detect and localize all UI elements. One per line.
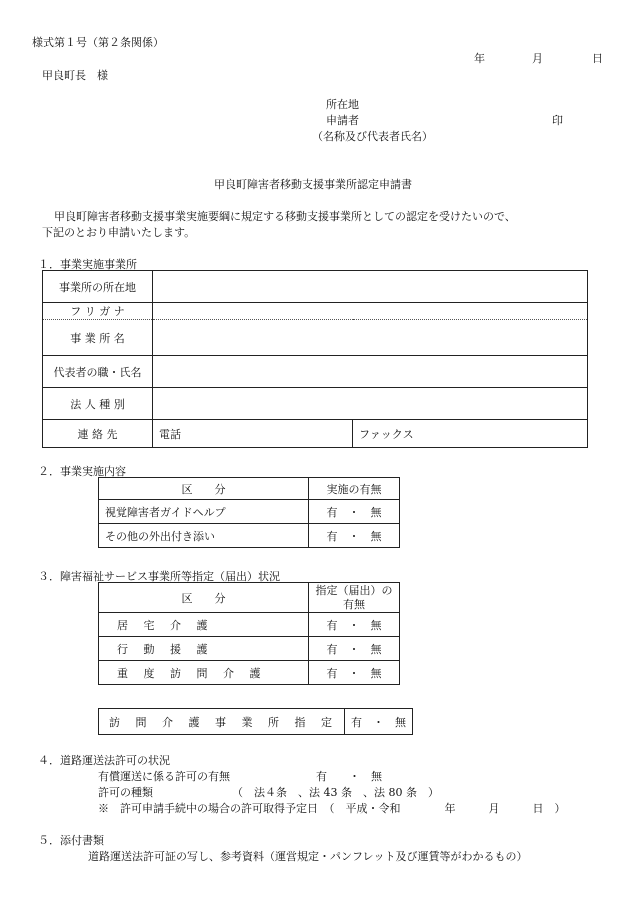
table-row	[43, 271, 588, 303]
representative-field[interactable]	[153, 356, 588, 388]
yes-no-choice[interactable]: 有 ・ 無	[344, 709, 412, 735]
row-label: 連 絡 先	[43, 420, 153, 448]
row-label: 視覚障害者ガイドヘルプ	[99, 500, 309, 524]
license-type-choice[interactable]: （ 法４条 、法 43 条 、法 80 条 ）	[232, 786, 439, 799]
row-label: 重 度 訪 問 介 護	[99, 661, 309, 685]
table-row	[43, 420, 588, 448]
yes-no-choice[interactable]: 有 ・ 無	[309, 661, 400, 685]
license-type-label: 許可の種類	[98, 786, 153, 799]
column-header	[309, 583, 400, 613]
yes-no-choice[interactable]: 有 ・ 無	[309, 524, 400, 548]
address-field[interactable]	[153, 271, 588, 303]
column-header-line-2: 有無	[343, 597, 365, 611]
table-row	[43, 388, 588, 420]
phone-field[interactable]: 電話	[153, 420, 353, 448]
table-row	[99, 709, 413, 735]
applicant-note: （名称及び代表者氏名）	[312, 130, 433, 143]
license-status-choice[interactable]: 有 ・ 無	[316, 770, 382, 783]
form-number: 様式第１号（第２条関係）	[32, 36, 164, 49]
row-label: 事 業 所 名	[43, 320, 153, 356]
column-header-line-1: 指定（届出）の	[315, 583, 393, 597]
intro-line-2: 下記のとおり申請いたします。	[42, 226, 196, 239]
applicant-name-label: 申請者	[326, 114, 359, 127]
business-name-field[interactable]	[153, 320, 588, 356]
yes-no-choice[interactable]: 有 ・ 無	[309, 500, 400, 524]
row-label: 代表者の職・氏名	[43, 356, 153, 388]
table-row	[99, 524, 400, 548]
table-row	[99, 661, 400, 685]
yes-no-choice[interactable]: 有 ・ 無	[309, 637, 400, 661]
date-month-label: 月	[532, 52, 543, 65]
row-label: 法 人 種 別	[43, 388, 153, 420]
seal-mark: 印	[552, 114, 563, 127]
table-row	[99, 500, 400, 524]
column-header: 実施の有無	[309, 478, 400, 500]
section2-heading: ２．事業実施内容	[38, 465, 126, 478]
column-header: 区 分	[99, 583, 309, 613]
license-status-label: 有償運送に係る許可の有無	[98, 770, 230, 783]
document-title: 甲良町障害者移動支援事業所認定申請書	[214, 178, 412, 191]
section5-heading: ５．添付書類	[38, 834, 104, 847]
applicant-address-label: 所在地	[326, 98, 359, 111]
expected-date-note: ※ 許可申請手続中の場合の許可取得予定日 （ 平成・令和 年 月 日 ）	[98, 802, 566, 815]
table-row	[99, 637, 400, 661]
table-row	[43, 320, 588, 356]
row-label: 訪 問 介 護 事 業 所 指 定	[99, 709, 345, 735]
row-label: 行 動 援 護	[99, 637, 309, 661]
row-label: フ リ ガ ナ	[43, 303, 153, 320]
column-header: 区 分	[99, 478, 309, 500]
table-row	[43, 356, 588, 388]
addressee: 甲良町長 様	[42, 69, 108, 82]
section1-heading: １．事業実施事業所	[38, 258, 137, 271]
furigana-field[interactable]	[153, 303, 588, 320]
attachments-text: 道路運送法許可証の写し、参考資料（運営規定・パンフレット及び運賃等がわかるもの）	[88, 850, 528, 863]
section1-table	[42, 270, 588, 448]
section4-heading: ４．道路運送法許可の状況	[38, 754, 170, 767]
home-care-designation-table	[98, 708, 413, 735]
table-row	[99, 613, 400, 637]
row-label: 事業所の所在地	[43, 271, 153, 303]
table-row	[43, 303, 588, 320]
table-row	[99, 478, 400, 500]
corporation-type-field[interactable]	[153, 388, 588, 420]
fax-field[interactable]: ファックス	[353, 420, 588, 448]
table-row	[99, 583, 400, 613]
row-label: その他の外出付き添い	[99, 524, 309, 548]
section3-table	[98, 582, 400, 685]
row-label: 居 宅 介 護	[99, 613, 309, 637]
section3-heading: ３．障害福祉サービス事業所等指定（届出）状況	[38, 570, 280, 583]
intro-line-1: 甲良町障害者移動支援事業実施要綱に規定する移動支援事業所としての認定を受けたいので、	[54, 210, 516, 223]
date-day-label: 日	[592, 52, 603, 65]
date-year-label: 年	[474, 52, 485, 65]
yes-no-choice[interactable]: 有 ・ 無	[309, 613, 400, 637]
section2-table	[98, 477, 400, 548]
